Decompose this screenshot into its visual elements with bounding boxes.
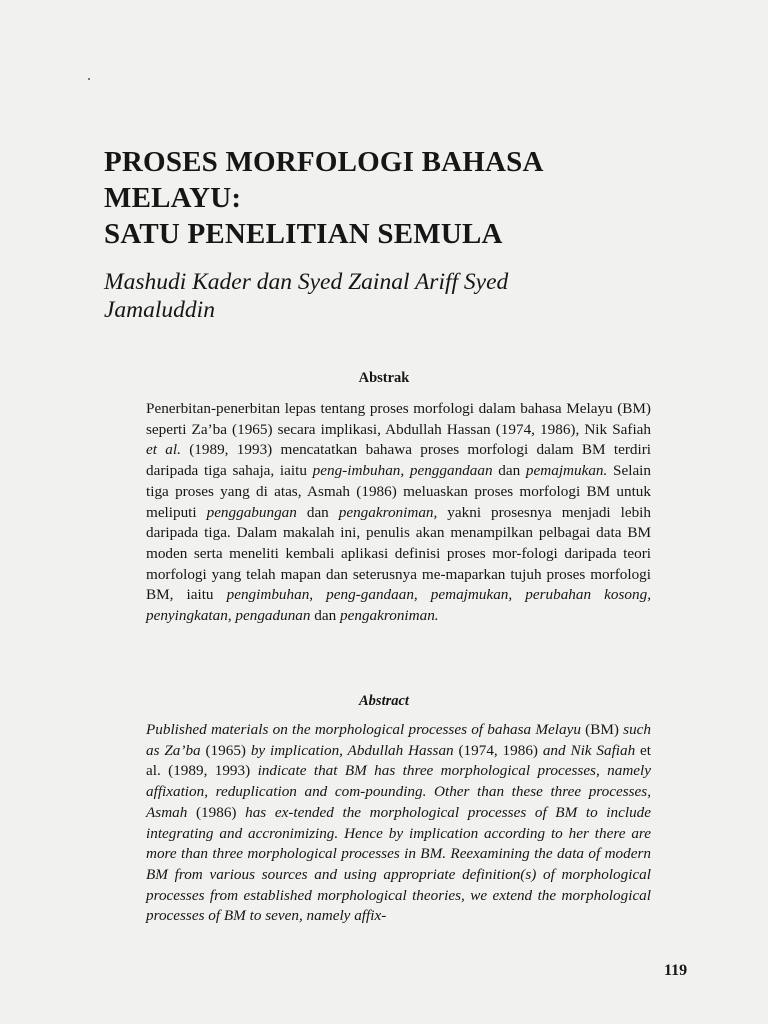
abstract-upright: (1986)	[195, 803, 237, 821]
abstrak-italic: et al.	[146, 441, 181, 459]
abstract-paragraph	[146, 720, 651, 927]
abstrak-heading: Abstrak	[358, 370, 410, 386]
abstract-upright: (1965)	[205, 741, 246, 759]
abstract-upright: (1974, 1986)	[458, 741, 538, 759]
abstrak-text: (1989, 1993) mencatatkan bahawa proses morfologi dalam BM terdiri daripada tiga sahaja, iaitu	[146, 441, 651, 480]
title-line-2: MELAYU:	[104, 182, 242, 214]
abstrak-paragraph	[146, 399, 651, 627]
abstract-text: by implication, Abdullah Hassan	[245, 741, 459, 759]
authors-line-1: Mashudi Kader dan Syed Zainal Ariff Syed	[104, 269, 509, 295]
abstract-text: and Nik Safiah	[538, 741, 641, 759]
page-number: 119	[664, 962, 688, 979]
abstrak-italic: pengakroniman,	[338, 503, 438, 521]
abstrak-italic: penggabungan	[206, 503, 297, 521]
title-line-3: SATU PENELITIAN SEMULA	[104, 218, 503, 250]
abstract-upright: et al. (1989, 1993)	[146, 741, 652, 780]
abstrak-text: Selain tiga proses yang di atas, Asmah (1986) meluaskan proses morfologi BM untuk meliputi	[146, 462, 651, 521]
abstract-upright: (BM)	[585, 721, 619, 738]
abstrak-italic: pemajmukan.	[525, 462, 608, 480]
abstrak-text: Penerbitan-penerbitan lepas tentang proses morfologi dalam bahasa Melayu (BM) seperti Za’ba (1965) secara implikasi, Abdullah Hassan (1974, 1986), Nik Safiah	[146, 400, 651, 438]
abstrak-text: dan	[296, 503, 339, 521]
abstrak-italic: peng-imbuhan, penggandaan	[312, 462, 493, 480]
abstract-text: has ex-tended the morphological processes of BM to include integrating and accronimizing. Hence by implication according to her there are more than three morphological processes in BM. Reexamining the data of modern BM from various sources and using appropriate definition(s) of morphological processes from established morphological theories, we extend the morphological processes of BM to seven, namely affix-	[146, 803, 652, 925]
author-list	[104, 268, 704, 324]
abstrak-text: yakni prosesnya menjadi lebih daripada tiga. Dalam makalah ini, penulis akan menampilkan pelbagai data BM moden serta meneliti kembali aplikasi definisi proses mor-fologi daripada teori morfologi yang telah mapan dan seterusnya me-maparkan tujuh proses morfologi BM, iaitu	[146, 503, 651, 604]
authors-line-2: Jamaluddin	[104, 297, 215, 323]
title-line-1: PROSES MORFOLOGI BAHASA	[104, 146, 544, 178]
abstrak-text: dan	[492, 462, 526, 480]
abstrak-text: dan	[310, 607, 341, 625]
abstract-text: Published materials on the morphological processes of bahasa Melayu	[146, 721, 586, 738]
abstract-text: such as Za’ba	[146, 721, 651, 759]
abstrak-italic: pengakroniman.	[340, 607, 439, 625]
article-title	[104, 144, 704, 252]
abstract-text: indicate that BM has three morphological processes, namely affixation, reduplication and com-pounding. Other than these three processes, Asmah	[146, 762, 652, 821]
scan-speck	[88, 78, 90, 80]
abstrak-italic: pengimbuhan, peng-gandaan, pemajmukan, perubahan kosong, penyingkatan, pengadunan	[146, 586, 651, 625]
abstract-heading: Abstract	[359, 693, 409, 709]
